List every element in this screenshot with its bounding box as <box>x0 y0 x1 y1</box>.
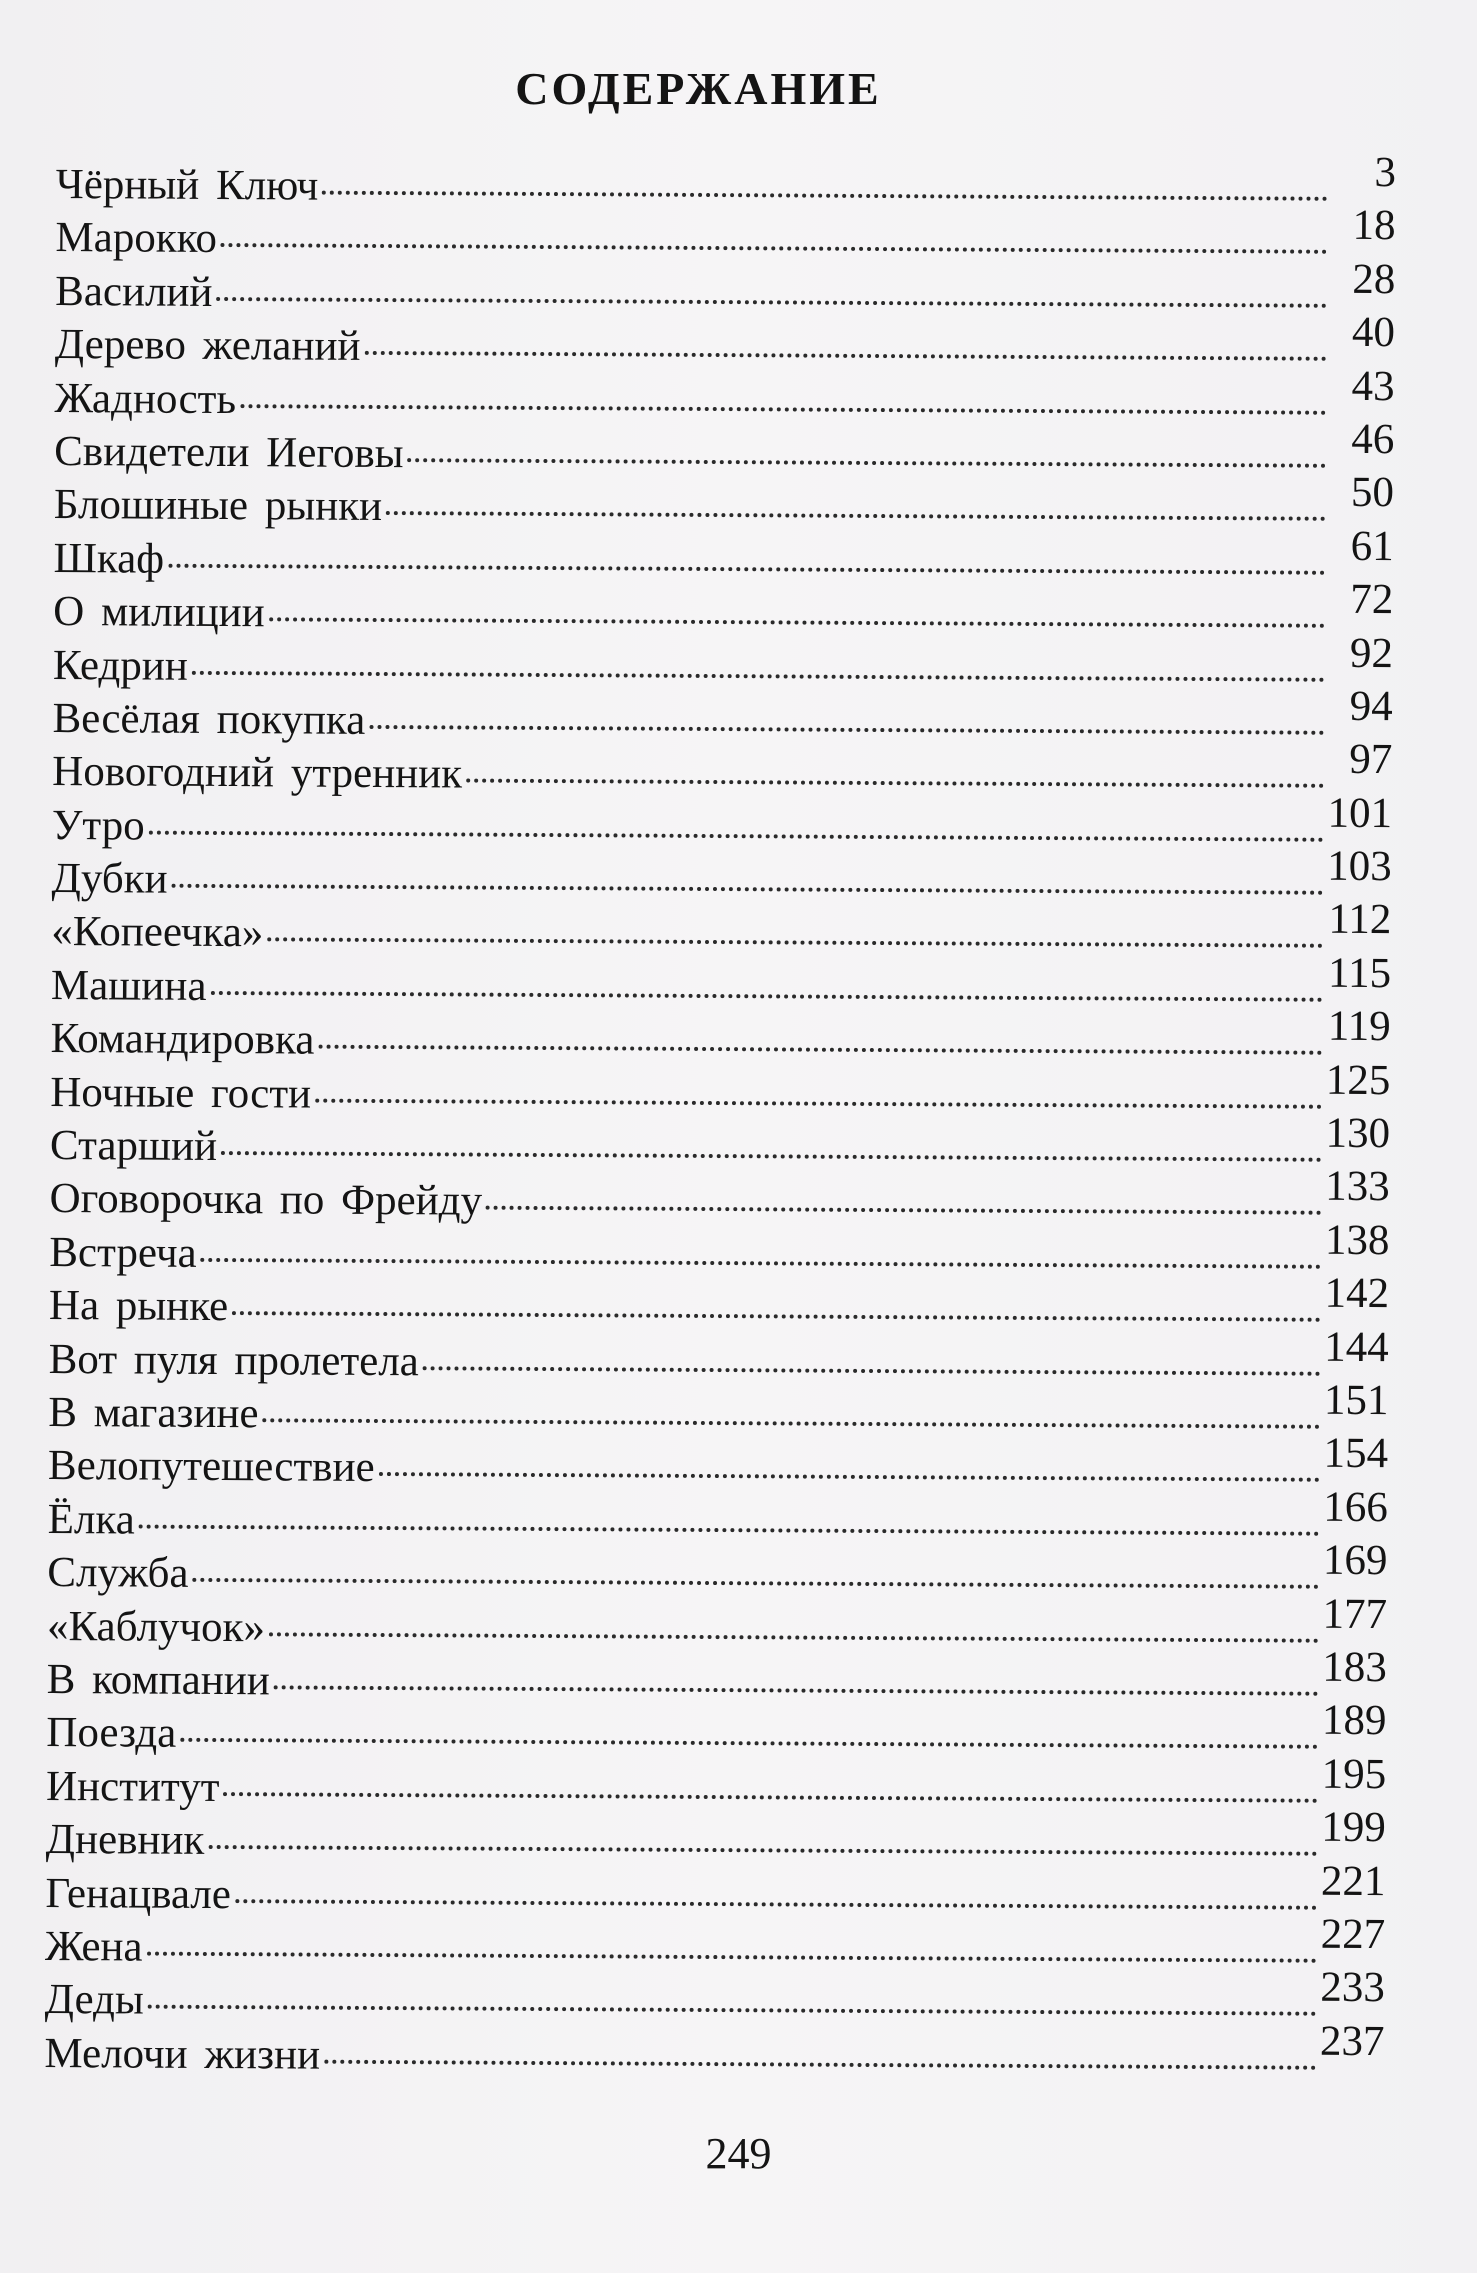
dot-leader <box>322 191 1328 201</box>
toc-entry <box>47 1430 1389 1501</box>
toc-entry <box>52 736 1393 807</box>
dot-leader <box>486 1206 1321 1215</box>
toc-entry-page: 199 <box>1321 1803 1386 1852</box>
toc-entry-title: Институт <box>45 1762 220 1811</box>
toc-entry <box>47 1483 1388 1555</box>
toc-entry <box>46 1590 1388 1662</box>
toc-entry-title: Ёлка <box>47 1495 135 1544</box>
toc-entry-page: 133 <box>1325 1163 1390 1211</box>
toc-entry-page: 18 <box>1352 202 1396 250</box>
dot-leader <box>364 351 1326 361</box>
toc-entry-title: Вот пуля пролетела <box>48 1335 419 1385</box>
dot-leader <box>148 2005 1316 2016</box>
toc-entry-title: О милиции <box>53 588 265 637</box>
dot-leader <box>269 1632 1319 1642</box>
toc-entry <box>55 255 1396 327</box>
toc-entry-title: Новогодний утренник <box>52 748 463 798</box>
toc-entry-page: 3 <box>1374 149 1397 197</box>
toc-entry-page: 43 <box>1351 362 1395 410</box>
dot-leader <box>408 458 1327 468</box>
toc-entry <box>46 1697 1387 1768</box>
toc-entry-title: Блошиные рынки <box>53 481 383 531</box>
dot-leader <box>192 1578 1318 1589</box>
toc-entry-page: 189 <box>1321 1697 1387 1745</box>
toc-entry <box>48 1269 1390 1341</box>
toc-entry-page: 61 <box>1350 522 1394 570</box>
dot-leader <box>201 1258 1321 1269</box>
toc-entry-page: 151 <box>1323 1376 1389 1425</box>
toc-entry-page: 227 <box>1320 1910 1386 1959</box>
dot-leader <box>223 1792 1317 1803</box>
dot-leader <box>235 1899 1317 1910</box>
toc-entry-page: 103 <box>1327 842 1392 891</box>
dot-leader <box>149 830 1324 841</box>
toc-entry <box>48 1323 1389 1395</box>
toc-entry-title: Поезда <box>46 1709 177 1758</box>
dot-leader <box>318 1045 1322 1055</box>
toc-entry-page: 138 <box>1324 1216 1390 1264</box>
toc-entry <box>53 522 1394 594</box>
toc-entry-title: Встреча <box>49 1228 197 1277</box>
toc-entry-page: 130 <box>1325 1109 1391 1158</box>
toc-entry-page: 46 <box>1351 415 1395 464</box>
toc-entry-page: 72 <box>1350 576 1394 624</box>
toc-entry-page: 40 <box>1351 309 1396 357</box>
toc-entry <box>52 682 1393 754</box>
toc-entry-page: 237 <box>1319 2017 1385 2065</box>
dot-leader <box>269 617 1325 627</box>
toc-entry-title: Ночные гости <box>50 1068 312 1118</box>
toc-entry-title: Дневник <box>45 1816 205 1865</box>
toc-entry <box>49 1109 1391 1181</box>
toc-entry-title: Командировка <box>50 1015 315 1064</box>
toc-entry <box>52 629 1394 701</box>
toc-entry <box>55 202 1396 273</box>
toc-entry-title: Генацвале <box>45 1869 232 1918</box>
toc-entry-page: 112 <box>1328 896 1392 944</box>
toc-entry-page: 177 <box>1322 1590 1388 1638</box>
toc-entry-page: 125 <box>1325 1056 1391 1104</box>
toc-entry-title: Оговорочка по Фрейду <box>49 1175 483 1226</box>
dot-leader <box>379 1472 1320 1482</box>
toc-entry-title: Шкаф <box>53 534 165 583</box>
dot-leader <box>168 563 1325 574</box>
dot-leader <box>221 1151 1321 1162</box>
toc-entry-page: 50 <box>1350 469 1395 517</box>
toc-entry <box>54 415 1395 487</box>
toc-entry-page: 183 <box>1322 1643 1387 1692</box>
toc-entry-title: Василий <box>55 267 213 316</box>
toc-entry <box>53 469 1395 540</box>
toc-entry-page: 144 <box>1324 1323 1389 1371</box>
toc-entry <box>50 949 1392 1021</box>
toc-entry-title: Утро <box>51 801 145 850</box>
toc-entry-title: Дубки <box>51 855 168 903</box>
toc-entry <box>55 149 1397 220</box>
dot-leader <box>208 1845 1317 1856</box>
toc-entry-page: 142 <box>1324 1269 1390 1318</box>
page-number: 249 <box>705 2129 772 2178</box>
toc-entry-title: Деды <box>44 1976 145 2024</box>
dot-leader <box>221 243 1328 254</box>
toc-entry-page: 221 <box>1320 1857 1386 1905</box>
toc-entry <box>49 1216 1390 1288</box>
toc-entry-title: Жадность <box>54 374 237 423</box>
toc-entry-title: В магазине <box>48 1388 259 1438</box>
toc-entry <box>51 789 1393 861</box>
toc-entry-title: Велопутешествие <box>47 1442 375 1492</box>
toc-entry <box>46 1643 1387 1715</box>
toc-entry-title: Весёлая покупка <box>52 694 366 744</box>
toc-entry-title: Марокко <box>55 214 218 263</box>
toc-entry <box>54 362 1395 434</box>
toc-entry <box>51 842 1392 914</box>
dot-leader <box>192 670 1325 681</box>
toc-entry <box>48 1376 1389 1448</box>
toc-entry-page: 154 <box>1323 1430 1389 1478</box>
toc-entry-title: Машина <box>50 961 207 1010</box>
dot-leader <box>369 725 1324 735</box>
toc-entry-title: «Каблучок» <box>46 1602 266 1651</box>
toc-entry-title: Жена <box>44 1922 143 1971</box>
page-title: СОДЕРЖАНИЕ <box>515 63 882 114</box>
toc-entry <box>45 1803 1386 1875</box>
dot-leader <box>216 297 1327 308</box>
toc-entry-page: 28 <box>1352 255 1396 303</box>
toc-entry-title: На рынке <box>48 1282 229 1331</box>
dot-leader <box>240 404 1327 415</box>
dot-leader <box>274 1685 1318 1695</box>
toc-entry-page: 92 <box>1349 629 1394 677</box>
toc-entry-title: «Копеечка» <box>51 908 264 957</box>
toc-entry <box>44 1964 1385 2035</box>
toc-entry-title: В компании <box>46 1655 271 1705</box>
dot-leader <box>210 991 1322 1002</box>
toc-entry <box>51 896 1392 967</box>
toc-entry-title: Дерево желаний <box>54 321 361 371</box>
toc-entry <box>45 1857 1386 1928</box>
toc-entry <box>45 1750 1387 1822</box>
toc-entry <box>47 1536 1388 1608</box>
toc-entry <box>53 576 1394 647</box>
toc-entry <box>54 309 1396 380</box>
dot-leader <box>180 1738 1318 1749</box>
toc-entry <box>44 2017 1385 2089</box>
toc-entry-page: 166 <box>1323 1483 1388 1531</box>
toc-entry-page: 115 <box>1327 949 1392 998</box>
toc-entry <box>50 1003 1391 1074</box>
toc-entry <box>49 1163 1390 1234</box>
dot-leader <box>466 779 1324 788</box>
toc-entry-title: Кедрин <box>52 641 189 690</box>
toc-entry-page: 119 <box>1327 1003 1391 1051</box>
table-of-contents <box>44 149 1397 2088</box>
dot-leader <box>386 511 1326 521</box>
dot-leader <box>315 1098 1322 1108</box>
dot-leader <box>172 884 1323 895</box>
toc-entry-title: Старший <box>49 1122 218 1171</box>
toc-entry-title: Чёрный Ключ <box>55 160 319 210</box>
dot-leader <box>232 1311 1320 1322</box>
dot-leader <box>263 1418 1320 1428</box>
dot-leader <box>139 1524 1319 1535</box>
toc-entry-page: 195 <box>1321 1750 1387 1798</box>
toc-entry-page: 169 <box>1322 1536 1388 1585</box>
dot-leader <box>267 938 1323 948</box>
toc-entry <box>50 1056 1391 1128</box>
dot-leader <box>147 1951 1317 1962</box>
toc-entry-title: Служба <box>47 1549 189 1597</box>
dot-leader <box>423 1366 1320 1375</box>
toc-entry <box>44 1910 1386 1982</box>
toc-entry-title: Свидетели Иеговы <box>54 427 404 478</box>
toc-entry-page: 233 <box>1320 1964 1385 2012</box>
toc-entry-page: 94 <box>1349 682 1393 731</box>
toc-entry-title: Мелочи жизни <box>44 2029 321 2079</box>
toc-entry-page: 97 <box>1349 736 1393 784</box>
toc-entry-page: 101 <box>1327 789 1393 837</box>
dot-leader <box>324 2059 1316 2069</box>
